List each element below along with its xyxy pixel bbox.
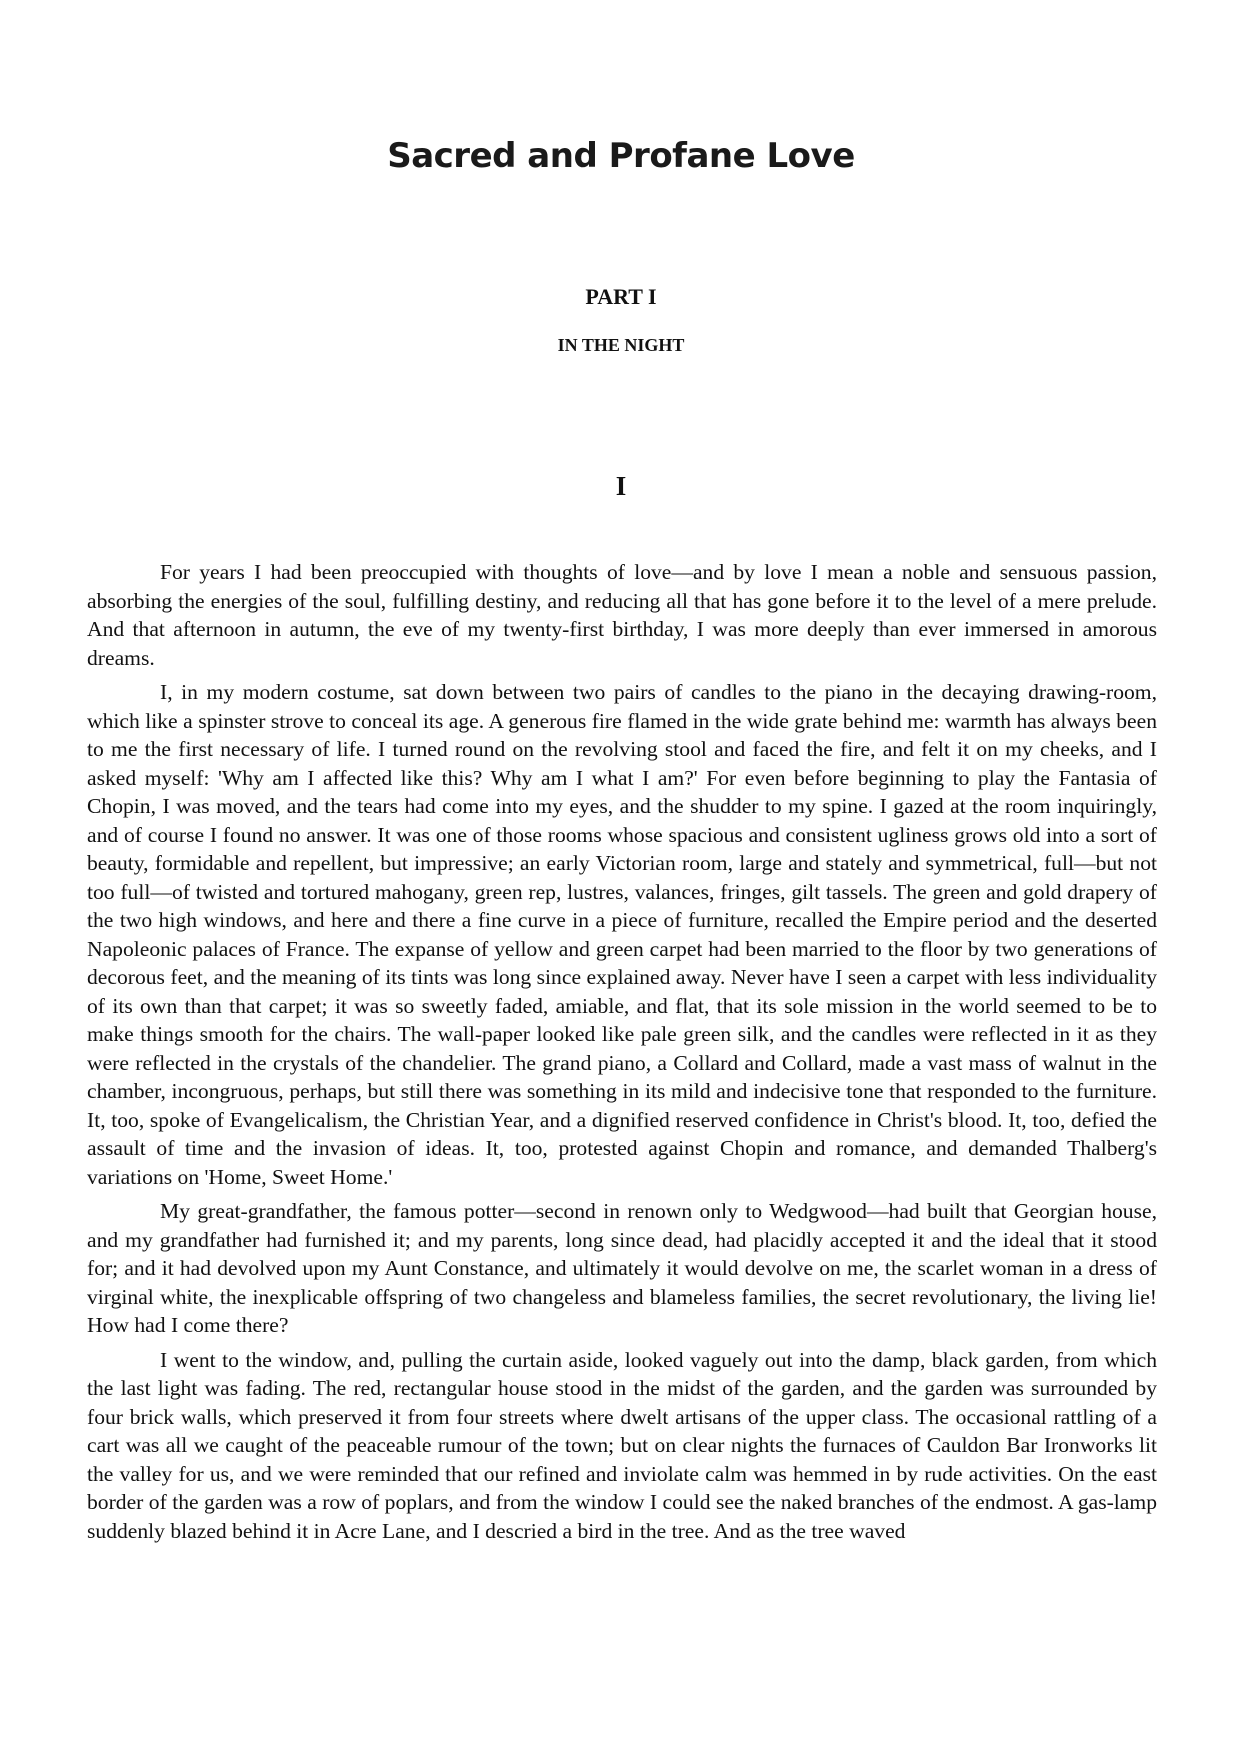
paragraph: My great-grandfather, the famous potter—second in renown only to Wedgwood—had built that Georgian house, and my grandfather had furnished it; and my parents, long since dead, had placidly accepted it and the ideal that it stood for; and it had devolved upon my Aunt Constance, and ultimately it would devolve on me, the scarlet woman in a dress of virginal white, the inexplicable offspring of two changeless and blameless families, the secret revolutionary, the living lie! How had I come there? (87, 1199, 1157, 1337)
paragraph: For years I had been preoccupied with thoughts of love—and by love I mean a noble and sensuous passion, absorbing the energies of the soul, fulfilling destiny, and reducing all that has gone before it to the level of a mere prelude. And that afternoon in autumn, the eve of my twenty-first birthday, I was more deeply than ever immersed in amorous dreams. (87, 560, 1157, 670)
part-subtitle: IN THE NIGHT (557, 335, 685, 355)
chapter-number: I (615, 471, 627, 501)
paragraph: I, in my modern costume, sat down between two pairs of candles to the piano in the decaying drawing-room, which like a spinster strove to conceal its age. A generous fire flamed in the wide grate behind me: warmth has always been to me the first necessary of life. I turned round on the revolving stool and faced the fire, and felt it on my cheeks, and I asked myself: 'Why am I affected like this? Why am I what I am?' For even before beginning to play the Fantasia of Chopin, I was moved, and the tears had come into my eyes, and the shudder to my spine. I gazed at the room inquiringly, and of course I found no answer. It was one of those rooms whose spacious and consistent ugliness grows old into a sort of beauty, formidable and repellent, but impressive; an early Victorian room, large and stately and symmetrical, full—but not too full—of twisted and tortured mahogany, green rep, lustres, valances, fringes, gilt tassels. The green and gold drapery of the two high windows, and here and there a fine curve in a piece of furniture, recalled the Empire period and the deserted Napoleonic palaces of France. The expanse of yellow and green carpet had been married to the floor by two generations of decorous feet, and the meaning of its tints was long since explained away. Never have I seen a carpet with less individuality of its own than that carpet; it was so sweetly faded, amiable, and flat, that its sole mission in the world seemed to be to make things smooth for the chairs. The wall-paper looked like pale green silk, and the candles were reflected in it as they were reflected in the crystals of the chandelier. The grand piano, a Collard and Collard, made a vast mass of walnut in the chamber, incongruous, perhaps, but still there was something in its mild and indecisive tone that responded to the furniture. It, too, spoke of Evangelicalism, the Christian Year, and a dignified reserved confidence in Christ's blood. It, too, defied the assault of time and the invasion of ideas. It, too, protested against Chopin and romance, and demanded Thalberg's variations on 'Home, Sweet Home.' (87, 680, 1157, 1189)
paragraph: I went to the window, and, pulling the curtain aside, looked vaguely out into the damp, black garden, from which the last light was fading. The red, rectangular house stood in the midst of the garden, and the garden was surrounded by four brick walls, which preserved it from four streets where dwelt artisans of the upper class. The occasional rattling of a cart was all we caught of the peaceable rumour of the town; but on clear nights the furnaces of Cauldon Bar Ironworks lit the valley for us, and we were reminded that our refined and inviolate calm was hemmed in by rude activities. On the east border of the garden was a row of poplars, and from the window I could see the naked branches of the endmost. A gas-lamp suddenly blazed behind it in Acre Lane, and I descried a bird in the tree. And as the tree waved (87, 1347, 1157, 1543)
part-title: PART I (585, 284, 657, 309)
book-title: Sacred and Profane Love (387, 136, 855, 176)
chapter-body (87, 558, 1157, 1551)
